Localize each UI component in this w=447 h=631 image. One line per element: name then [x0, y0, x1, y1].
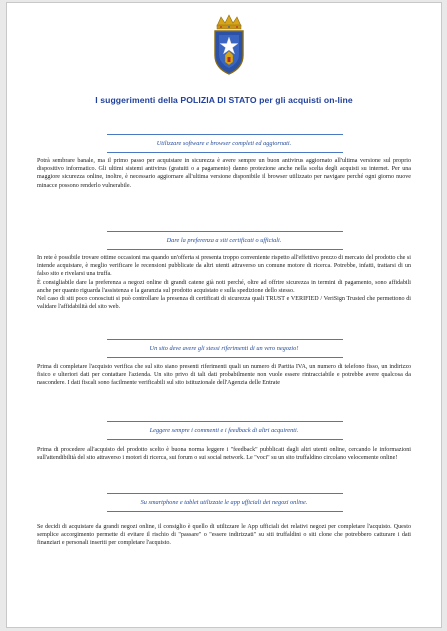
paragraph: Prima di procedere all'acquisto del prodotto scelto è buona norma leggere i "feedback" pubblicati dagli altri utenti online, cercando le informazioni sull'attendibilità del sito attraverso i motori di ricerca, sui forum o sui social network. Le "voci" su un sito truffaldino circolano velocemente online! [37, 447, 411, 462]
paragraph: È consigliabile dare la preferenza a negozi online di grandi catene già noti perché, oltre ad offrire sicurezza in termini di pagamento, sono affidabili anche per quanto riguarda l'assistenza e la garanzia sul prodotto acquistato e sulla spedizione dello stesso. [37, 279, 411, 294]
section-text-5 [37, 523, 411, 548]
page-title: I suggerimenti della POLIZIA DI STATO per gli acquisti on-line [95, 95, 353, 105]
section-text-1 [37, 157, 411, 190]
section-text-4 [37, 446, 411, 462]
section-divider [107, 134, 343, 135]
paragraph: Se decidi di acquistare da grandi negozi online, il consiglio è quello di utilizzare le App ufficiali dei relativi negozi per completare l'acquisto. Questo semplice accorgimento permette di evitare il rischio di "passare" o "essere indirizzati" su siti truffaldini o siti clone che potrebbero catturare i dati finanziari e personali inseriti per completare l'acquisto. [37, 524, 411, 547]
polizia-di-stato-emblem-icon [212, 13, 246, 77]
section-divider [107, 339, 343, 340]
paragraph: In rete è possibile trovare ottime occasioni ma quando un'offerta si presenta troppo conveniente rispetto all'effettivo prezzo di mercato del prodotto che si intende acquistare, è meglio verificare le recensioni pubblicate da altri utenti attraverso un comune motore di ricerca. Potrebbe, infatti, trattarsi di un falso sito e rivelarsi una truffa. [37, 255, 411, 278]
section-divider [107, 439, 343, 440]
section-divider [107, 357, 343, 358]
paragraph: Nel caso di siti poco conosciuti si può controllare la presenza di certificati di sicurezza quali TRUST e VERIFIED / VeriSign Trusted che permettono di validare l'affidabilità del sito web. [37, 296, 411, 311]
section-heading-5: Su smartphone e tablet utilizzate le app ufficiali dei negozi online. [140, 499, 308, 506]
paragraph: Prima di completare l'acquisto verifica che sul sito siano presenti riferimenti quali un numero di Partita IVA, un numero di telefono fisso, un indirizzo fisico e ulteriori dati per contattare l'azienda. Un sito privo di tali dati probabilmente non vuole essere rintracciabile e potrebbe avere qualcosa da nascondere. I dati fiscali sono facilmente verificabili sul sito istituzionale dell'Agenzia delle Entrate [37, 364, 411, 387]
section-divider [107, 231, 343, 232]
section-divider [107, 249, 343, 250]
section-heading-4: Leggere sempre i commenti e i feedback di altri acquirenti. [149, 427, 299, 434]
section-heading-3: Un sito deve avere gli stessi riferimenti di un vero negozio! [149, 345, 299, 352]
section-text-3 [37, 363, 411, 388]
section-divider [107, 421, 343, 422]
section-divider [107, 493, 343, 494]
section-text-2 [37, 254, 411, 311]
section-divider [107, 152, 343, 153]
paragraph: Potrà sembrare banale, ma il primo passo per acquistare in sicurezza è avere sempre un buon antivirus aggiornato all'ultima versione sul proprio dispositivo informatico. Gli ultimi sistemi antivirus (gratuiti o a pagamento) danno protezione anche nella scelta degli acquisti su internet. Per una maggiore sicurezza online, inoltre, è necessario aggiornare all'ultima versione disponibile il browser utilizzato per navigare perché ogni giorno nuove minacce possono renderlo vulnerabile. [37, 158, 411, 189]
section-divider [107, 511, 343, 512]
section-heading-2: Dare la preferenza a siti certificati o ufficiali. [166, 237, 282, 244]
section-heading-1: Utilizzare software e browser completi ed aggiornati. [156, 140, 292, 147]
document-page [6, 2, 442, 628]
